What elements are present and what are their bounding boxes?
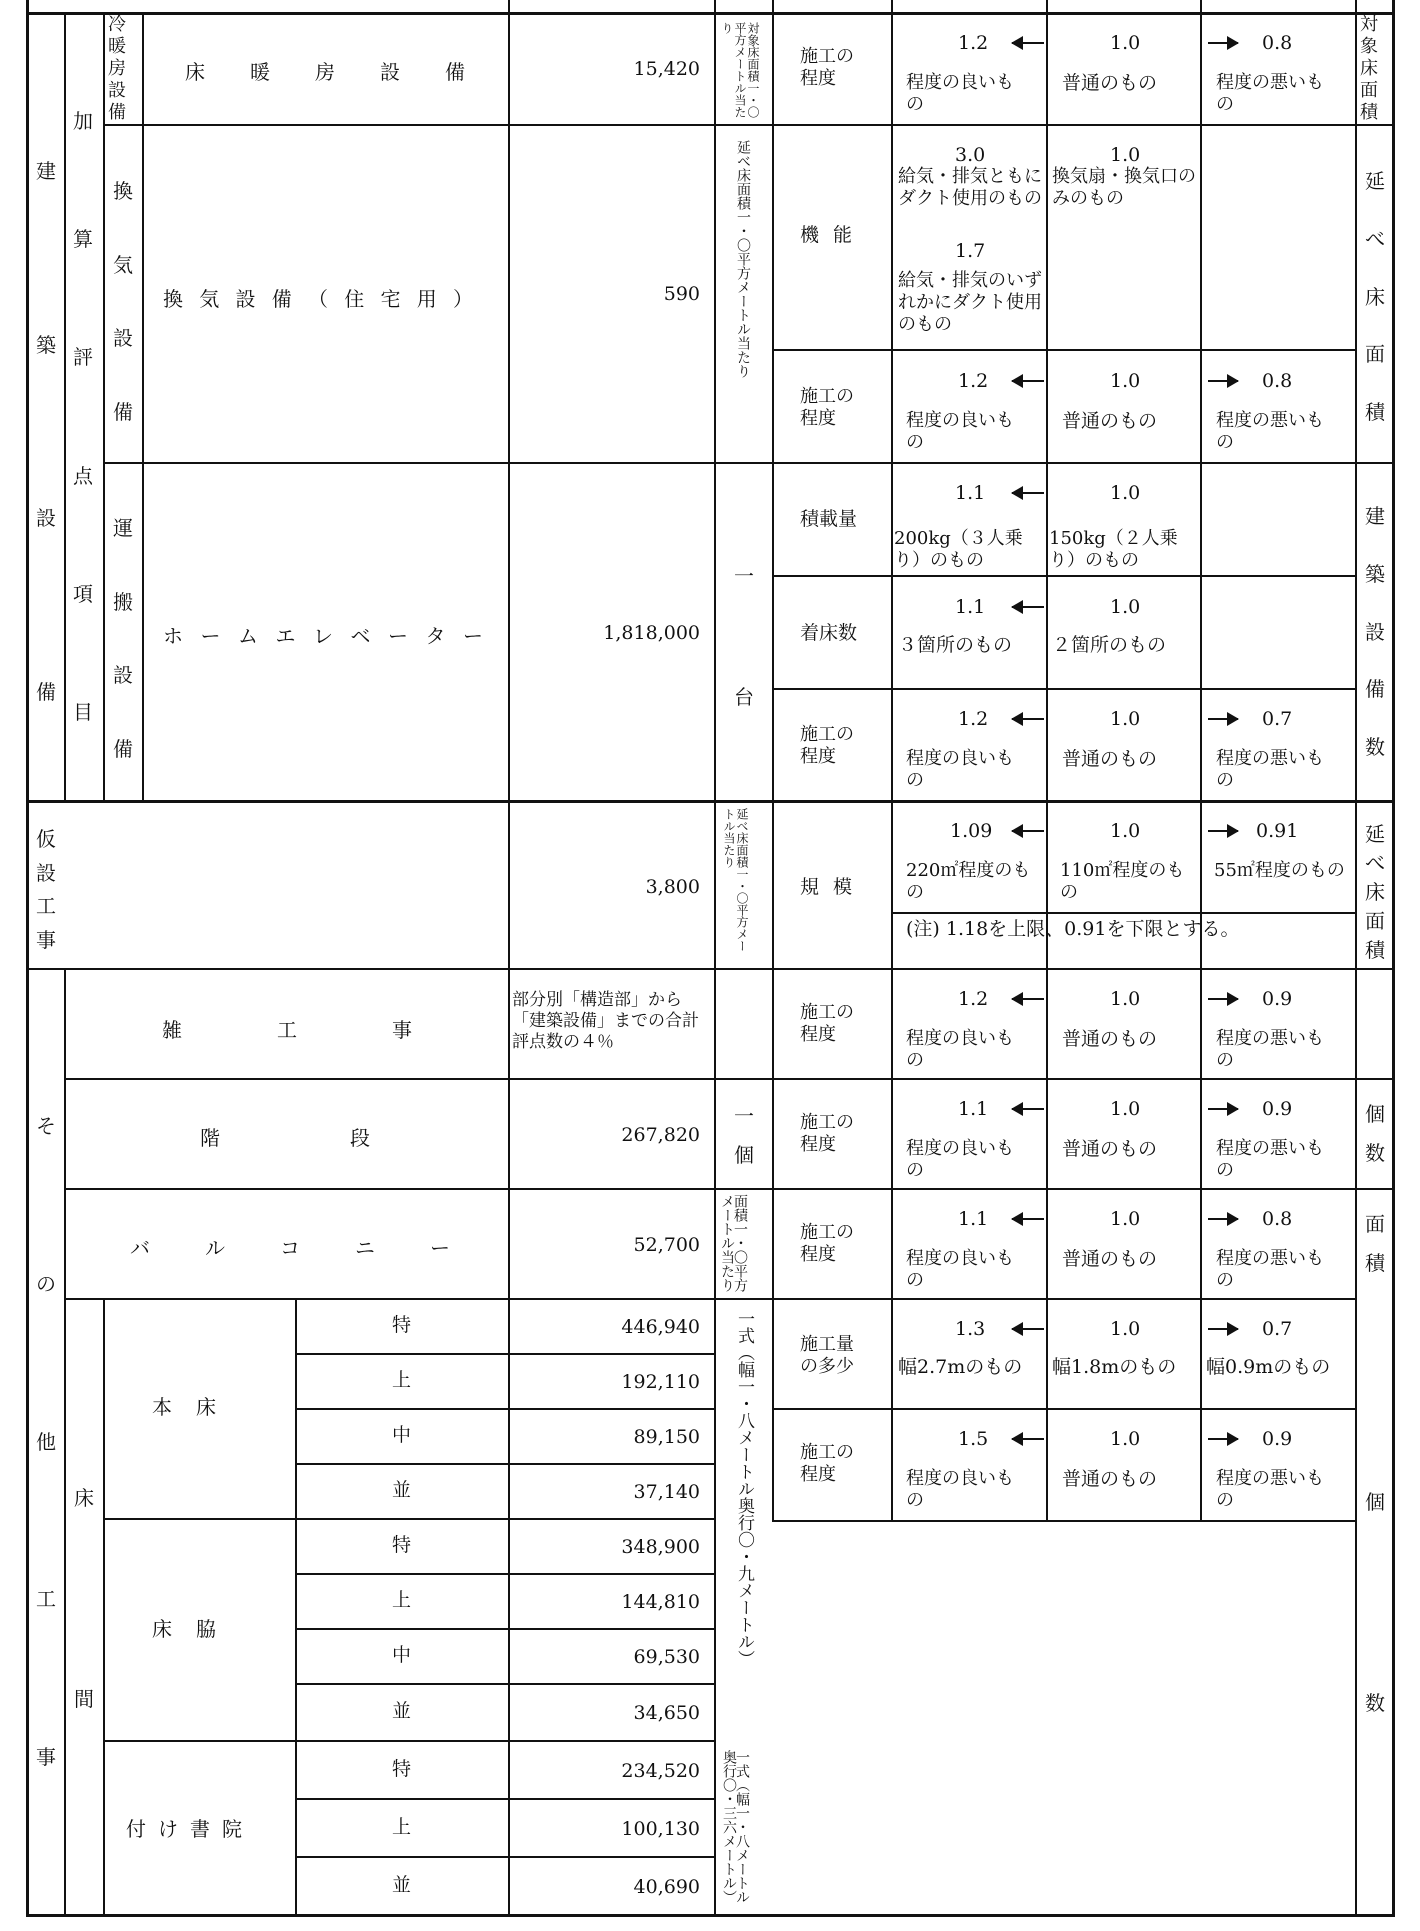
bad-label: 程度の悪いもの bbox=[1216, 1248, 1324, 1291]
char: 設 bbox=[36, 506, 56, 531]
unit-label: 一 台 bbox=[734, 564, 754, 709]
good-label: 程度の良いもの bbox=[906, 1468, 1014, 1511]
group-tokowaki: 床脇 bbox=[152, 1617, 240, 1641]
points-value: 267,820 bbox=[621, 1124, 700, 1146]
good-value: 1.2 bbox=[958, 32, 989, 54]
f2-normal-label: ２箇所のもの bbox=[1052, 634, 1167, 656]
f1-value-normal: 1.0 bbox=[1110, 144, 1141, 166]
group-tsukeshoin: 付け書院 bbox=[126, 1817, 254, 1841]
f1-value-a: 3.0 bbox=[955, 144, 986, 166]
char: 仮 bbox=[36, 827, 56, 851]
factor3-label: 施工の程度 bbox=[800, 724, 854, 767]
factor2-label: 着床数 bbox=[800, 622, 858, 644]
basis-label: 延 べ 床 面 積 bbox=[1365, 169, 1385, 424]
good-value: 1.1 bbox=[958, 1208, 989, 1230]
basis-label: 個 数 bbox=[1365, 1102, 1385, 1165]
good-label: 程度の良いもの bbox=[906, 410, 1014, 453]
f1-label-normal: 換気扇・換気口のみのもの bbox=[1052, 166, 1196, 209]
bad-label: 55㎡程度のもの bbox=[1214, 860, 1345, 881]
arrow-right bbox=[1208, 380, 1238, 382]
factor1-label: 積載量 bbox=[800, 508, 858, 530]
points-value: 89,150 bbox=[633, 1426, 700, 1448]
points-value: 37,140 bbox=[633, 1481, 700, 1503]
char: 備 bbox=[36, 679, 56, 704]
category-label: 換 気 設 備 bbox=[113, 179, 133, 424]
normal-value: 1.0 bbox=[1110, 32, 1141, 54]
points-value: 1,818,000 bbox=[603, 622, 700, 644]
arrow-right bbox=[1208, 1438, 1238, 1440]
factor-label: 施工の程度 bbox=[800, 1002, 854, 1045]
good-label: 程度の良いもの bbox=[906, 1248, 1014, 1291]
bad-value: 0.9 bbox=[1262, 1098, 1293, 1120]
arrow-left bbox=[1012, 380, 1044, 382]
arrow-right bbox=[1208, 1108, 1238, 1110]
category-label: 床 間 bbox=[74, 1486, 94, 1711]
bad-value: 0.8 bbox=[1262, 32, 1293, 54]
f1-bad-value: 0.7 bbox=[1262, 1318, 1293, 1340]
f1-value-b: 1.7 bbox=[955, 240, 986, 262]
f2-good-label: ３箇所のもの bbox=[898, 634, 1013, 656]
unit-label: 延べ床面積一・〇平方メートル当たり bbox=[735, 140, 751, 378]
basis-label: 面 積 bbox=[1365, 1212, 1385, 1275]
points-value: 15,420 bbox=[633, 58, 700, 80]
bad-value: 0.91 bbox=[1256, 820, 1299, 842]
unit-label-b: 一式（幅一・八メートル奥行〇・三六メートル） bbox=[721, 1750, 750, 1904]
char: 事 bbox=[36, 927, 56, 952]
f1-label-a: 給気・排気ともにダクト使用のもの bbox=[898, 166, 1042, 209]
item-name: 階 段 bbox=[200, 1126, 370, 1150]
f1-good-value: 1.1 bbox=[955, 482, 986, 504]
section-temporary bbox=[29, 803, 64, 968]
basis-label: 延 べ 床 面 積 bbox=[1365, 822, 1385, 962]
good-label: 程度の良いもの bbox=[906, 748, 1014, 791]
arrow-right bbox=[1208, 998, 1238, 1000]
item-name: 雑 工 事 bbox=[162, 1018, 412, 1042]
grade-label: 特 bbox=[392, 1314, 412, 1336]
char: 建 bbox=[36, 159, 56, 183]
normal-value: 1.0 bbox=[1110, 370, 1141, 392]
arrow-left bbox=[1012, 492, 1044, 494]
f1-good-label: 200kg（３人乗り）のもの bbox=[894, 528, 1023, 571]
f1-normal-label: 幅1.8mのもの bbox=[1052, 1356, 1177, 1378]
arrow-right bbox=[1208, 830, 1238, 832]
good-value: 1.2 bbox=[958, 708, 989, 730]
f1-label-b: 給気・排気のいずれかにダクト使用のもの bbox=[898, 270, 1042, 335]
points-value: 234,520 bbox=[621, 1760, 700, 1782]
arrow-left bbox=[1012, 42, 1044, 44]
char: 事 bbox=[36, 1745, 56, 1769]
factor-label: 施工の程度 bbox=[800, 1112, 854, 1155]
arrow-left bbox=[1012, 1108, 1044, 1110]
grade-label: 特 bbox=[392, 1534, 412, 1556]
bad-label: 程度の悪いもの bbox=[1216, 1028, 1324, 1071]
normal-label: 110㎡程度のもの bbox=[1060, 860, 1185, 903]
factor-label: 施工の程度 bbox=[800, 46, 854, 89]
good-label: 220㎡程度のもの bbox=[906, 860, 1031, 903]
bad-label: 程度の悪いもの bbox=[1216, 72, 1324, 115]
category-label: 冷暖房設備 bbox=[108, 14, 126, 123]
item-name: 床 暖 房 設 備 bbox=[185, 60, 465, 84]
bad-value: 0.7 bbox=[1262, 708, 1293, 730]
char: 他 bbox=[36, 1429, 56, 1454]
bad-label: 程度の悪いもの bbox=[1216, 748, 1324, 791]
bad-value: 0.9 bbox=[1262, 988, 1293, 1010]
grade-label: 中 bbox=[392, 1644, 412, 1666]
factor2-label: 施工の程度 bbox=[800, 386, 854, 429]
normal-value: 1.0 bbox=[1110, 1208, 1141, 1230]
good-label: 程度の良いもの bbox=[906, 1138, 1014, 1181]
basis-label: 個 数 bbox=[1365, 1490, 1385, 1715]
factor-label: 規模 bbox=[800, 876, 867, 898]
char: 加 bbox=[73, 109, 93, 133]
arrow-right bbox=[1208, 42, 1238, 44]
section-building-equipment bbox=[29, 15, 64, 801]
bad-label: 程度の悪いもの bbox=[1216, 1468, 1324, 1511]
points-value: 446,940 bbox=[621, 1316, 700, 1338]
good-value: 1.1 bbox=[958, 1098, 989, 1120]
points-value: 40,690 bbox=[633, 1876, 700, 1898]
f1-normal-value: 1.0 bbox=[1110, 1318, 1141, 1340]
normal-label: 普通のもの bbox=[1062, 410, 1158, 432]
factor1-label: 機能 bbox=[800, 224, 867, 246]
arrow-left bbox=[1012, 830, 1044, 832]
grade-label: 並 bbox=[392, 1874, 412, 1896]
arrow-right bbox=[1208, 1218, 1238, 1220]
good-value: 1.2 bbox=[958, 988, 989, 1010]
char: 目 bbox=[73, 699, 93, 724]
item-name: 換 気 設 備 （ 住 宅 用 ） bbox=[163, 287, 473, 311]
arrow-left bbox=[1012, 718, 1044, 720]
char: 項 bbox=[73, 581, 93, 606]
grade-label: 上 bbox=[392, 1589, 412, 1611]
char: 設 bbox=[36, 860, 56, 885]
points-value: 69,530 bbox=[633, 1646, 700, 1668]
points-value: 192,110 bbox=[621, 1371, 700, 1393]
char: 工 bbox=[36, 894, 56, 919]
normal-value: 1.0 bbox=[1110, 1098, 1141, 1120]
normal-label: 普通のもの bbox=[1062, 1138, 1158, 1160]
bad-value: 0.8 bbox=[1262, 1208, 1293, 1230]
points-value: 144,810 bbox=[621, 1591, 700, 1613]
char: の bbox=[36, 1271, 56, 1296]
factor2-label: 施工の程度 bbox=[800, 1442, 854, 1485]
f1-good-label: 幅2.7mのもの bbox=[898, 1356, 1023, 1378]
factor1-label: 施工量の多少 bbox=[800, 1334, 854, 1377]
points-value: 100,130 bbox=[621, 1818, 700, 1840]
unit-label: 面積一・〇平方メートル当たり bbox=[719, 1194, 748, 1292]
char: 築 bbox=[36, 332, 56, 357]
f2-good-value: 1.1 bbox=[955, 596, 986, 618]
points-value: 52,700 bbox=[633, 1234, 700, 1256]
bad-value: 0.9 bbox=[1262, 1428, 1293, 1450]
normal-value: 1.0 bbox=[1110, 1428, 1141, 1450]
normal-label: 普通のもの bbox=[1062, 1248, 1158, 1270]
note-text: (注) 1.18を上限、0.91を下限とする。 bbox=[906, 918, 1240, 940]
points-value: 3,800 bbox=[645, 876, 700, 898]
group-honyuka: 本床 bbox=[152, 1395, 240, 1419]
normal-value: 1.0 bbox=[1110, 708, 1141, 730]
grade-label: 上 bbox=[392, 1816, 412, 1838]
char: 点 bbox=[73, 463, 93, 488]
arrow-left bbox=[1012, 606, 1044, 608]
item-name: ホ ー ム エ レ ベ ー タ ー bbox=[163, 624, 483, 648]
basis-label: 対象床面積 bbox=[1360, 14, 1378, 123]
points-value: 348,900 bbox=[621, 1536, 700, 1558]
unit-label: 対象床面積一・〇平方メートル当たり bbox=[720, 22, 760, 118]
good-label: 程度の良いもの bbox=[906, 1028, 1014, 1071]
grade-label: 上 bbox=[392, 1369, 412, 1391]
normal-label: 普通のもの bbox=[1062, 1028, 1158, 1050]
grade-label: 並 bbox=[392, 1700, 412, 1722]
arrow-right bbox=[1208, 1328, 1238, 1330]
section-other-works bbox=[29, 970, 64, 1915]
points-value: 590 bbox=[663, 283, 700, 305]
f1-normal-label: 150kg（２人乗り）のもの bbox=[1049, 528, 1178, 571]
char: 算 bbox=[73, 227, 93, 252]
normal-label: 普通のもの bbox=[1062, 748, 1158, 770]
points-value: 34,650 bbox=[633, 1702, 700, 1724]
arrow-left bbox=[1012, 1218, 1044, 1220]
normal-value: 1.0 bbox=[1110, 988, 1141, 1010]
arrow-right bbox=[1208, 718, 1238, 720]
normal-label: 普通のもの bbox=[1062, 1468, 1158, 1490]
grade-label: 並 bbox=[392, 1479, 412, 1501]
char: 工 bbox=[36, 1587, 56, 1612]
f1-good-value: 1.3 bbox=[955, 1318, 986, 1340]
grade-label: 中 bbox=[392, 1424, 412, 1446]
good-value: 1.09 bbox=[950, 820, 993, 842]
bad-label: 程度の悪いもの bbox=[1216, 1138, 1324, 1181]
normal-label: 普通のもの bbox=[1062, 72, 1158, 94]
factor-label: 施工の程度 bbox=[800, 1222, 854, 1265]
arrow-left bbox=[1012, 1438, 1044, 1440]
category-label: 運 搬 設 備 bbox=[113, 516, 133, 761]
unit-label-a: 一式（幅一・八メートル奥行〇・九メートル） bbox=[734, 1310, 754, 1667]
f1-normal-value: 1.0 bbox=[1110, 482, 1141, 504]
good-value: 1.2 bbox=[958, 370, 989, 392]
bad-value: 0.8 bbox=[1262, 370, 1293, 392]
basis-label: 建 築 設 備 数 bbox=[1365, 504, 1385, 759]
grade-label: 特 bbox=[392, 1758, 412, 1780]
f2-normal-value: 1.0 bbox=[1110, 596, 1141, 618]
char: そ bbox=[36, 1114, 56, 1138]
section-additional-items bbox=[66, 15, 103, 801]
good-value: 1.5 bbox=[958, 1428, 989, 1450]
normal-value: 1.0 bbox=[1110, 820, 1141, 842]
f1-bad-label: 幅0.9mのもの bbox=[1206, 1356, 1331, 1378]
bad-label: 程度の悪いもの bbox=[1216, 410, 1324, 453]
unit-label: 延べ床面積一・〇平方メートル当たり bbox=[722, 808, 749, 952]
item-name: バ ル コ ニ ー bbox=[130, 1236, 450, 1260]
arrow-left bbox=[1012, 998, 1044, 1000]
good-label: 程度の良いもの bbox=[906, 72, 1014, 115]
arrow-left bbox=[1012, 1328, 1044, 1330]
points-text: 部分別「構造部」から「建築設備」までの合計評点数の４％ bbox=[512, 990, 699, 1052]
unit-label: 一 個 bbox=[734, 1104, 754, 1167]
char: 評 bbox=[73, 345, 93, 370]
